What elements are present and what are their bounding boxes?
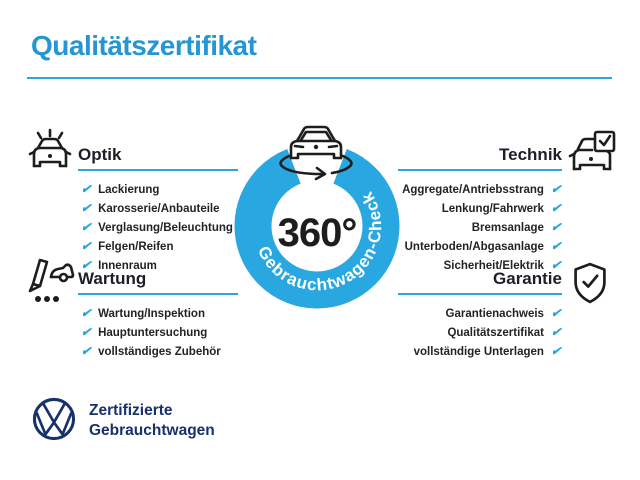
- car-front-shine-icon: [26, 126, 74, 174]
- checklist-item: [78, 342, 238, 361]
- section-underline: [398, 293, 562, 295]
- checklist-item-label: Innenraum: [98, 260, 157, 272]
- center-badge: [225, 115, 410, 325]
- checklist-item: [78, 199, 238, 218]
- checklist-item: [78, 304, 238, 323]
- check-icon: ✔: [550, 325, 562, 339]
- section-underline: [78, 293, 238, 295]
- checklist-item: [398, 323, 562, 342]
- checklist-item-label: Lackierung: [98, 184, 160, 196]
- checklist-item-label: Qualitätszertifikat: [447, 327, 544, 339]
- section-technik: [398, 144, 562, 275]
- check-icon: ✔: [80, 220, 92, 234]
- checklist-item-label: Unterboden/Abgasanlage: [404, 241, 544, 253]
- checklist-item: [78, 237, 238, 256]
- checklist-item: [398, 218, 562, 237]
- check-icon: ✔: [550, 182, 562, 196]
- checklist-item-label: Sicherheit/Elektrik: [443, 260, 544, 272]
- checklist-item-label: Felgen/Reifen: [98, 241, 174, 253]
- check-icon: ✔: [80, 258, 92, 272]
- checklist-item: [78, 180, 238, 199]
- pencil-car-icon: [25, 256, 75, 306]
- checklist-item: [398, 304, 562, 323]
- check-icon: ✔: [80, 201, 92, 215]
- checklist-technik: [398, 180, 562, 275]
- checklist-item: [78, 218, 238, 237]
- check-icon: ✔: [80, 344, 92, 358]
- checklist-optik: [78, 180, 238, 275]
- checklist-item: [78, 323, 238, 342]
- checklist-item-label: Aggregate/Antriebsstrang: [402, 184, 544, 196]
- section-wartung: [78, 268, 238, 361]
- checklist-garantie: [398, 304, 562, 361]
- check-icon: ✔: [550, 344, 562, 358]
- brand-line1: Zertifizierte: [89, 402, 173, 419]
- checklist-item-label: vollständiges Zubehör: [98, 346, 221, 358]
- check-icon: ✔: [550, 239, 562, 253]
- checklist-item: [398, 237, 562, 256]
- header-divider: [27, 77, 612, 79]
- checklist-item-label: Hauptuntersuchung: [98, 327, 208, 339]
- checklist-item-label: Verglasung/Beleuchtung: [98, 222, 233, 234]
- brand-text: [89, 401, 215, 441]
- section-optik: [78, 144, 238, 275]
- checklist-item: [398, 180, 562, 199]
- section-heading-optik: Optik: [78, 145, 122, 164]
- checklist-item-label: Karosserie/Anbauteile: [98, 203, 220, 215]
- check-icon: ✔: [80, 306, 92, 320]
- car-checkbox-icon: [566, 128, 618, 180]
- degree-label: 360°: [277, 211, 357, 255]
- check-icon: ✔: [80, 325, 92, 339]
- vw-logo: [31, 396, 77, 442]
- check-icon: ✔: [80, 239, 92, 253]
- check-icon: ✔: [80, 182, 92, 196]
- check-icon: ✔: [550, 201, 562, 215]
- section-heading-garantie: Garantie: [493, 269, 562, 288]
- checklist-item-label: Bremsanlage: [471, 222, 544, 234]
- check-icon: ✔: [550, 306, 562, 320]
- checklist-item-label: Lenkung/Fahrwerk: [441, 203, 544, 215]
- check-icon: ✔: [550, 220, 562, 234]
- brand-line2: Gebrauchtwagen: [89, 422, 215, 439]
- page-title: Qualitätszertifikat: [31, 30, 257, 61]
- ring-label: Gebrauchtwagen-Check: [253, 188, 386, 295]
- checklist-item-label: Garantienachweis: [445, 308, 544, 320]
- section-heading-technik: Technik: [499, 145, 562, 164]
- checklist-item-label: vollständige Unterlagen: [413, 346, 544, 358]
- checklist-wartung: [78, 304, 238, 361]
- check-icon: ✔: [550, 258, 562, 272]
- shield-check-icon: [572, 262, 608, 304]
- section-underline: [398, 169, 562, 171]
- checklist-item-label: Wartung/Inspektion: [98, 308, 205, 320]
- section-heading-wartung: Wartung: [78, 269, 147, 288]
- checklist-item: [398, 199, 562, 218]
- section-garantie: [398, 268, 562, 361]
- section-underline: [78, 169, 238, 171]
- checklist-item: [398, 342, 562, 361]
